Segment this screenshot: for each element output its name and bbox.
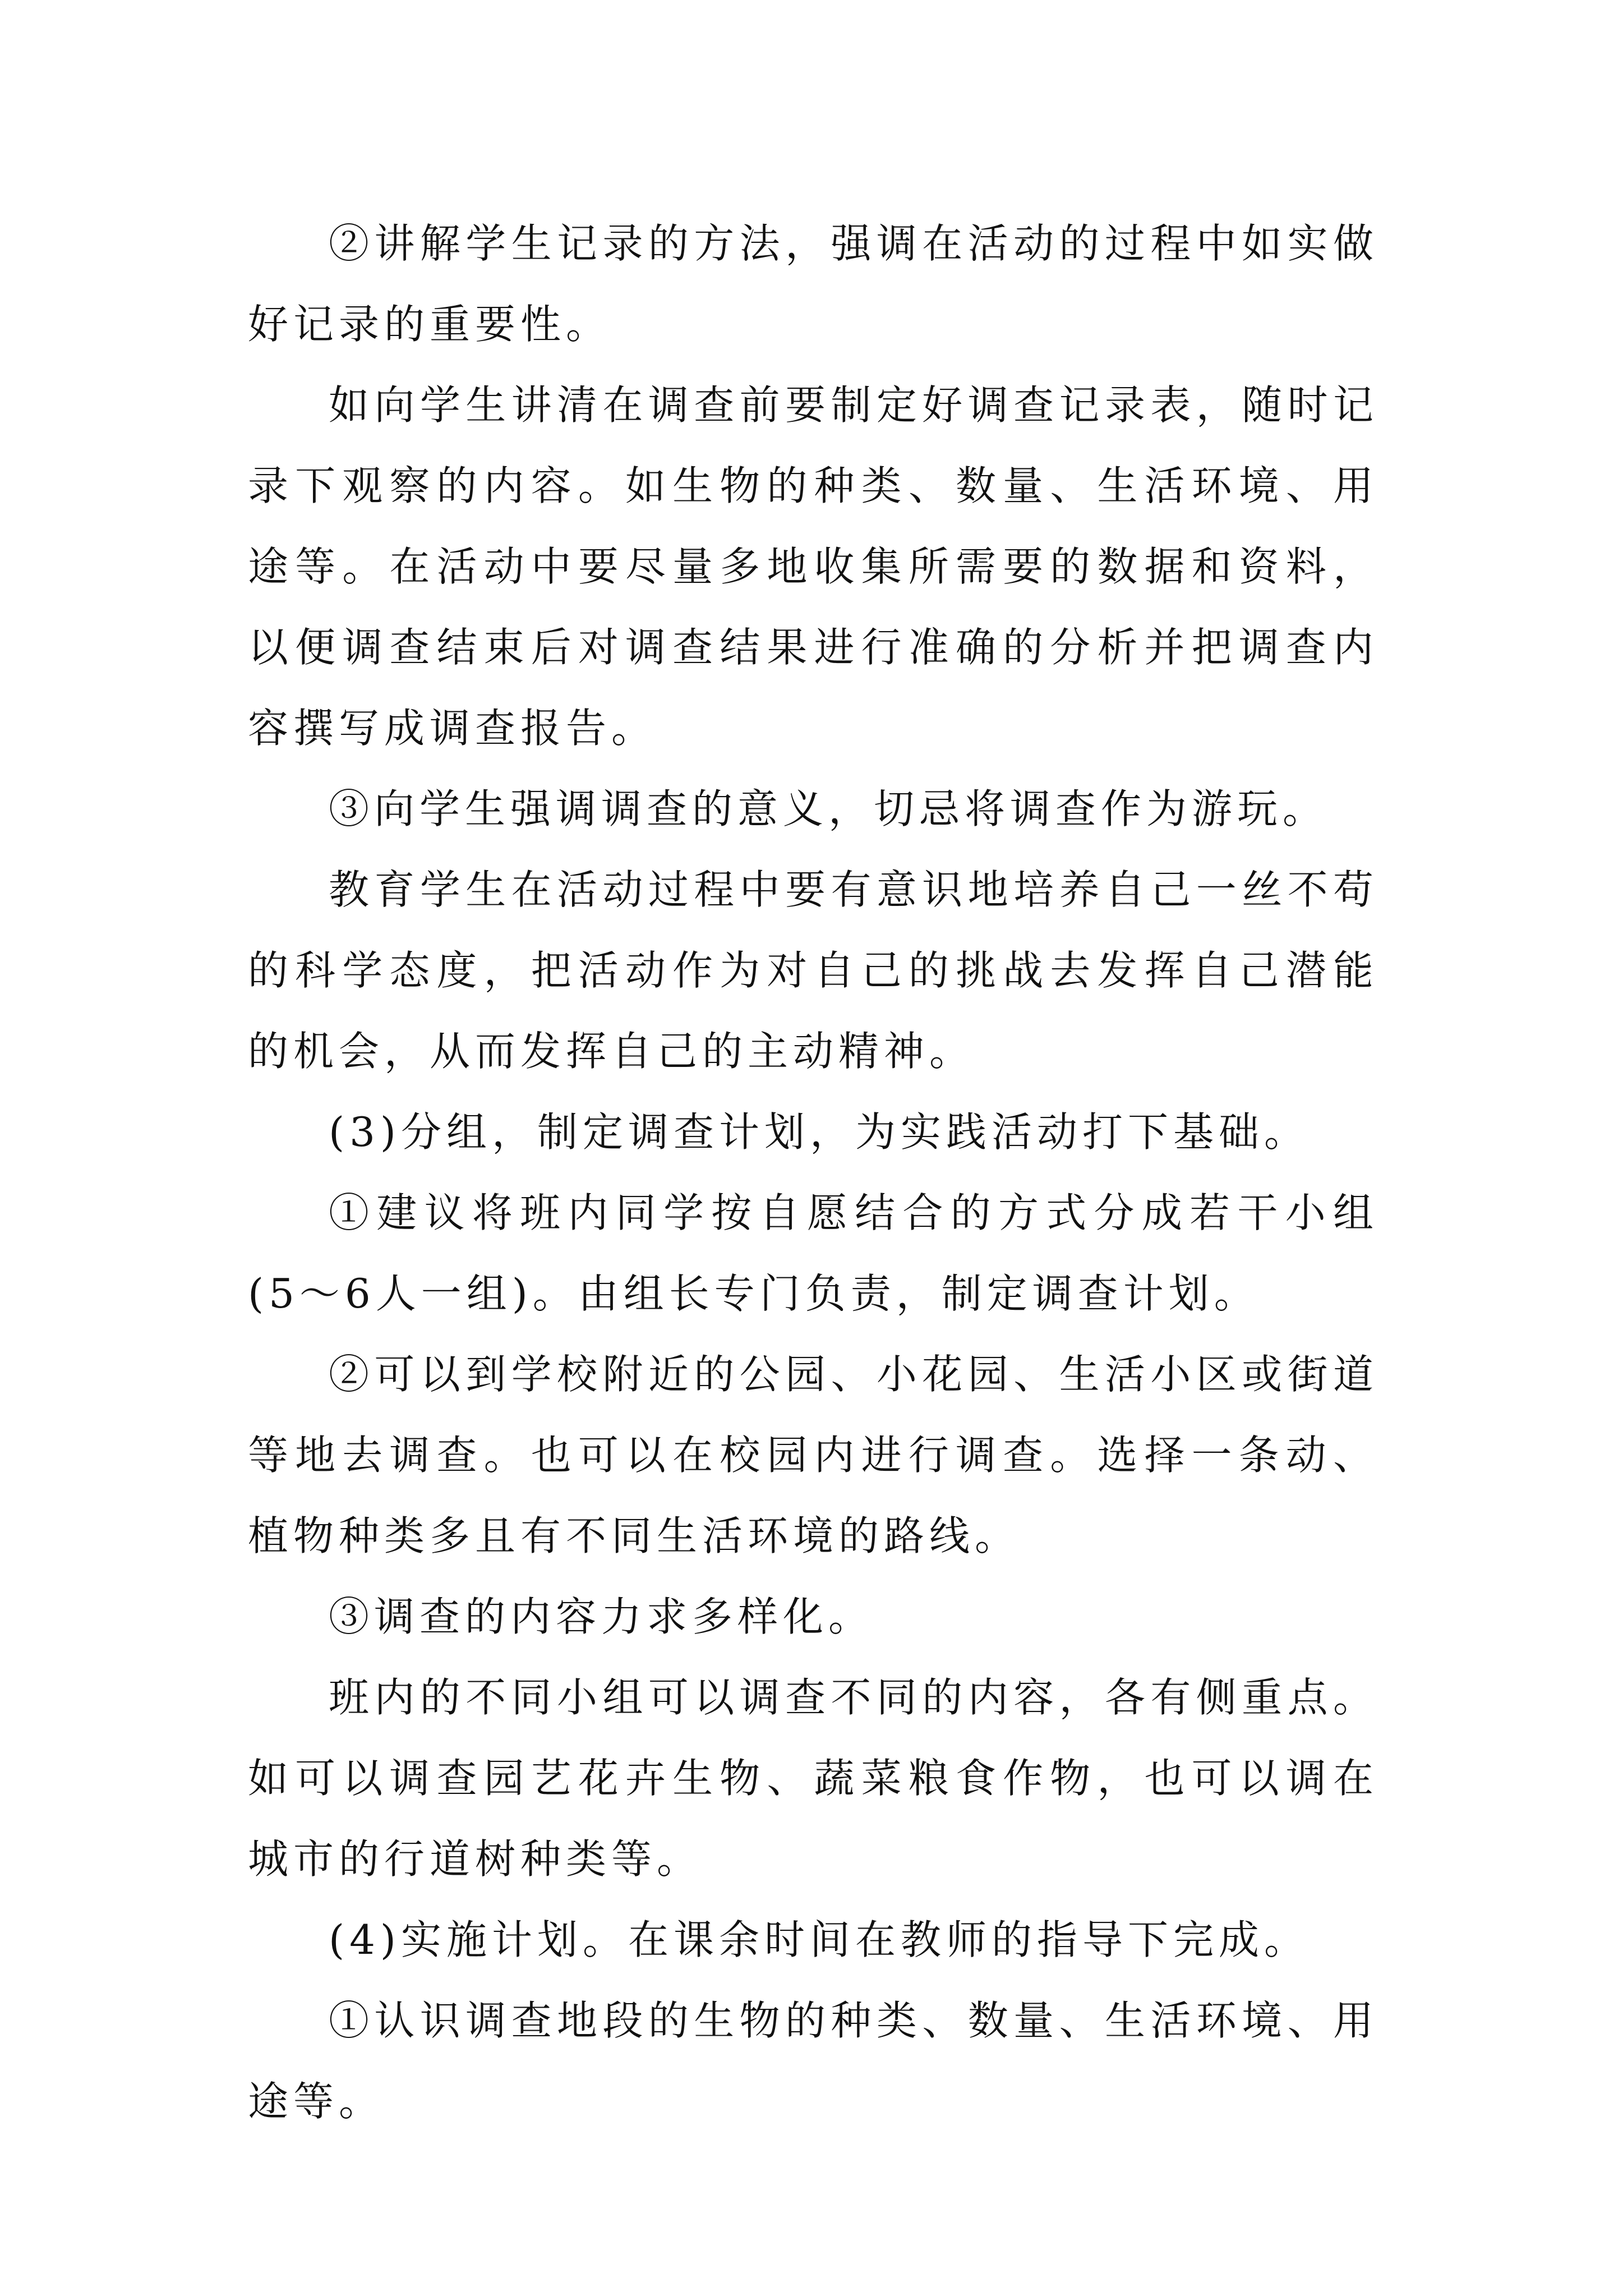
document-body bbox=[248, 203, 1378, 2142]
paragraph-grouping: (3)分组，制定调查计划，为实践活动打下基础。 bbox=[329, 1108, 1310, 1156]
paragraph-group-focus: 班内的不同小组可以调查不同的内容，各有侧重点。如可以调查园艺花卉生物、蔬菜粮食作物，也可以调在城市的行道树种类等。 bbox=[248, 1674, 1378, 1883]
paragraph-group-suggestion: ①建议将班内同学按自愿结合的方式分成若干小组(5～6人一组)。由组长专门负责，制定调查计划。 bbox=[248, 1189, 1378, 1317]
paragraph-scientific-attitude: 教育学生在活动过程中要有意识地培养自己一丝不苟的科学态度，把活动作为对自己的挑战去发挥自己潜能的机会，从而发挥自己的主动精神。 bbox=[248, 866, 1378, 1075]
paragraph-survey-meaning: ③向学生强调调查的意义，切忌将调查作为游玩。 bbox=[329, 785, 1329, 832]
paragraph-recording-method: ②讲解学生记录的方法，强调在活动的过程中如实做好记录的重要性。 bbox=[248, 220, 1378, 348]
paragraph-implement-plan: (4)实施计划。在课余时间在教师的指导下完成。 bbox=[329, 1916, 1310, 1963]
paragraph-identify-species: ①认识调查地段的生物的种类、数量、生活环境、用途等。 bbox=[248, 1997, 1378, 2125]
paragraph-survey-location: ②可以到学校附近的公园、小花园、生活小区或街道等地去调查。也可以在校园内进行调查。选择一条动、植物种类多且有不同生活环境的路线。 bbox=[248, 1351, 1378, 1559]
paragraph-recording-table: 如向学生讲清在调查前要制定好调查记录表，随时记录下观察的内容。如生物的种类、数量、生活环境、用途等。在活动中要尽量多地收集所需要的数据和资料，以便调查结束后对调查结果进行准确的分析并把调查内容撰写成调查报告。 bbox=[248, 381, 1378, 752]
paragraph-diverse-content: ③调查的内容力求多样化。 bbox=[329, 1593, 874, 1640]
